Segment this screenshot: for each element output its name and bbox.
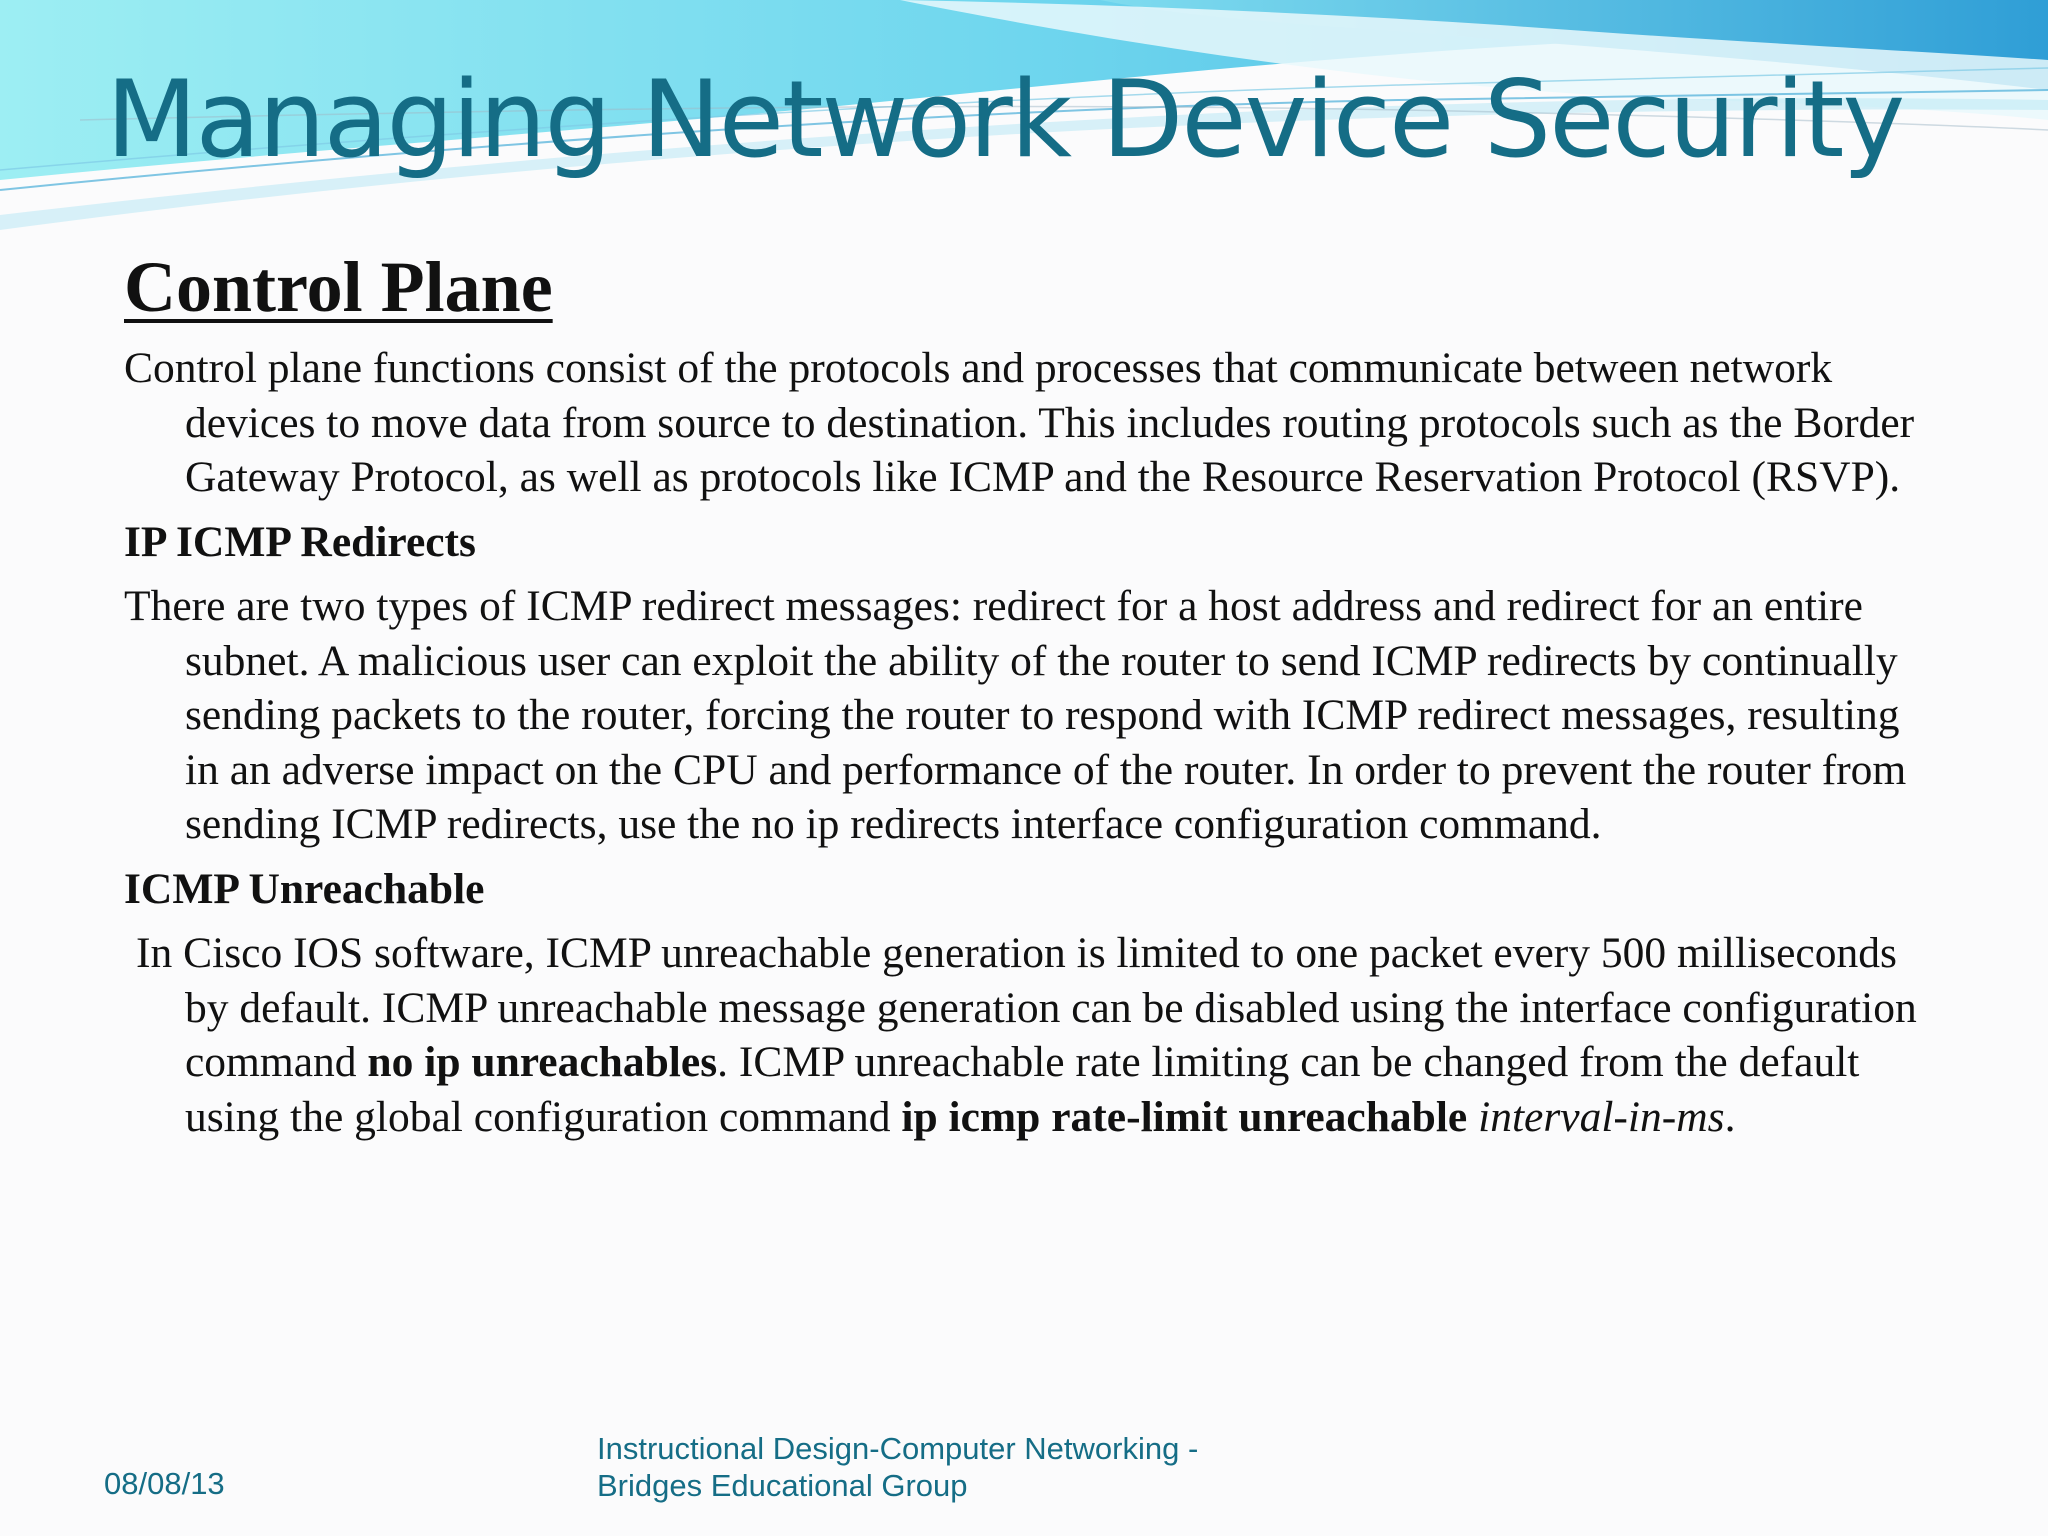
command-no-ip-unreachables: no ip unreachables — [367, 1038, 718, 1087]
unreachable-text-3 — [1467, 1093, 1478, 1141]
section-heading: Control Plane — [124, 247, 553, 327]
intro-paragraph: Control plane functions consist of the protocols and processes that communicate between network devices to move data from source to destination. This includes routing protocols such as the Border Gateway Protocol, as well as protocols like ICMP and the Resource Reservation Protocol (RSVP). — [124, 344, 1915, 502]
subheading-icmp-unreachable: ICMP Unreachable — [124, 864, 485, 913]
command-ip-icmp-rate-limit: ip icmp rate-limit unreachable — [901, 1092, 1468, 1141]
subheading-icmp-redirects: IP ICMP Redirects — [124, 517, 476, 566]
footer-org-line-2: Bridges Educational Group — [597, 1468, 968, 1503]
footer-organization — [597, 1430, 1198, 1504]
icmp-redirects-paragraph: There are two types of ICMP redirect messages: redirect for a host address and redirect for an entire subnet. A malicious user can exploit the ability of the router to send ICMP redirects by continually sending packets to the router, forcing the router to respond with ICMP redirect messages, resulting in an adverse impact on the CPU and performance of the router. In order to prevent the router from sending ICMP redirects, use the no ip redirects interface configuration command. — [124, 582, 1907, 849]
footer-date: 08/08/13 — [104, 1466, 225, 1501]
param-interval-in-ms: interval-in-ms — [1478, 1092, 1725, 1141]
unreachable-text-2: . ICMP unreachable rate limiting can be changed from the default using the global configuration command — [185, 1038, 1860, 1141]
unreachable-text-4: . — [1724, 1092, 1736, 1141]
slide-body — [124, 248, 1944, 1154]
footer-org-line-1: Instructional Design-Computer Networking - — [597, 1431, 1199, 1466]
icmp-unreachable-paragraph — [124, 926, 1944, 1144]
unreachable-text-1: In Cisco IOS software, ICMP unreachable generation is limited to one packet every 500 milliseconds by default. ICMP unreachable message generation can be disabled using the interface configuration command — [136, 929, 1917, 1087]
slide-title: Managing Network Device Security — [106, 58, 1904, 181]
